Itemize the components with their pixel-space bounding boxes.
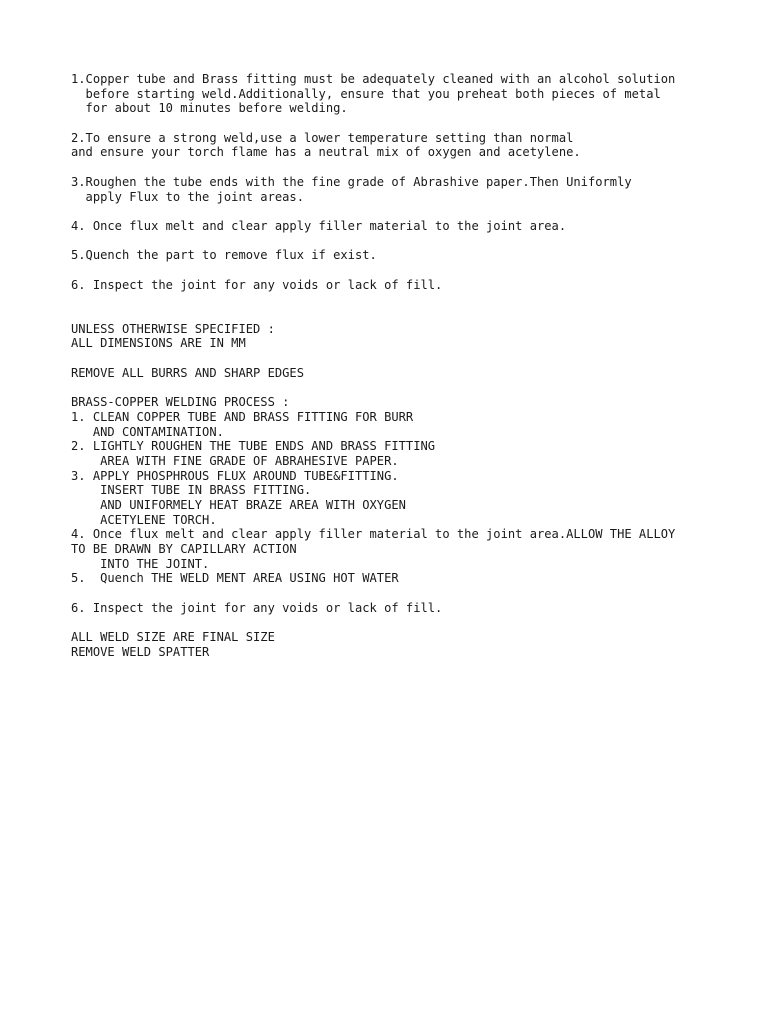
document-line: REMOVE WELD SPATTER — [71, 644, 210, 659]
document-line: INSERT TUBE IN BRASS FITTING. — [71, 483, 312, 498]
document-text — [71, 72, 761, 660]
document-line: 6. Inspect the joint for any voids or lack of fill. — [71, 600, 443, 615]
document-line: AND UNIFORMELY HEAT BRAZE AREA WITH OXYGEN — [71, 497, 406, 512]
document-line: ALL WELD SIZE ARE FINAL SIZE — [71, 630, 275, 645]
document-line — [71, 116, 761, 131]
document-line: 3. APPLY PHOSPHROUS FLUX AROUND TUBE&FITTING. — [71, 468, 399, 483]
document-line: 4. Once flux melt and clear apply filler material to the joint area.ALLOW THE ALLOY — [71, 527, 676, 542]
document-line — [71, 263, 761, 278]
document-line: 2.To ensure a strong weld,use a lower temperature setting than normal — [71, 130, 574, 145]
document-line: TO BE DRAWN BY CAPILLARY ACTION — [71, 542, 297, 556]
document-line: 3.Roughen the tube ends with the fine grade of Abrashive paper.Then Uniformly — [71, 174, 632, 189]
document-line — [71, 586, 761, 601]
document-line — [71, 204, 761, 219]
document-line: ACETYLENE TORCH. — [71, 512, 217, 527]
document-line — [71, 307, 761, 322]
document-line — [71, 234, 761, 249]
document-line: UNLESS OTHERWISE SPECIFIED : — [71, 321, 275, 336]
document-line: INTO THE JOINT. — [71, 556, 210, 571]
document-line: 5. Quench THE WELD MENT AREA USING HOT WATER — [71, 571, 399, 586]
document-line: before starting weld.Additionally, ensure that you preheat both pieces of metal — [71, 86, 661, 101]
document-line: AND CONTAMINATION. — [71, 424, 224, 439]
document-line — [71, 615, 761, 630]
document-line — [71, 292, 761, 307]
document-line — [71, 380, 761, 395]
document-line: 1. CLEAN COPPER TUBE AND BRASS FITTING FOR BURR — [71, 409, 414, 424]
document-line: for about 10 minutes before welding. — [71, 101, 348, 116]
document-line — [71, 160, 761, 175]
document-line: apply Flux to the joint areas. — [71, 189, 304, 204]
document-line: AREA WITH FINE GRADE OF ABRAHESIVE PAPER. — [71, 453, 399, 468]
document-line: BRASS-COPPER WELDING PROCESS : — [71, 395, 290, 410]
document-line: 5.Quench the part to remove flux if exist. — [71, 248, 377, 263]
document-line: 2. LIGHTLY ROUGHEN THE TUBE ENDS AND BRASS FITTING — [71, 439, 436, 454]
document-line: 1.Copper tube and Brass fitting must be adequately cleaned with an alcohol solution — [71, 72, 676, 86]
document-line — [71, 351, 761, 366]
document-line: REMOVE ALL BURRS AND SHARP EDGES — [71, 365, 304, 380]
document-line: ALL DIMENSIONS ARE IN MM — [71, 336, 246, 351]
document-line: 4. Once flux melt and clear apply filler material to the joint area. — [71, 218, 567, 233]
document-line: 6. Inspect the joint for any voids or lack of fill. — [71, 277, 443, 292]
document-line: and ensure your torch flame has a neutral mix of oxygen and acetylene. — [71, 145, 581, 160]
